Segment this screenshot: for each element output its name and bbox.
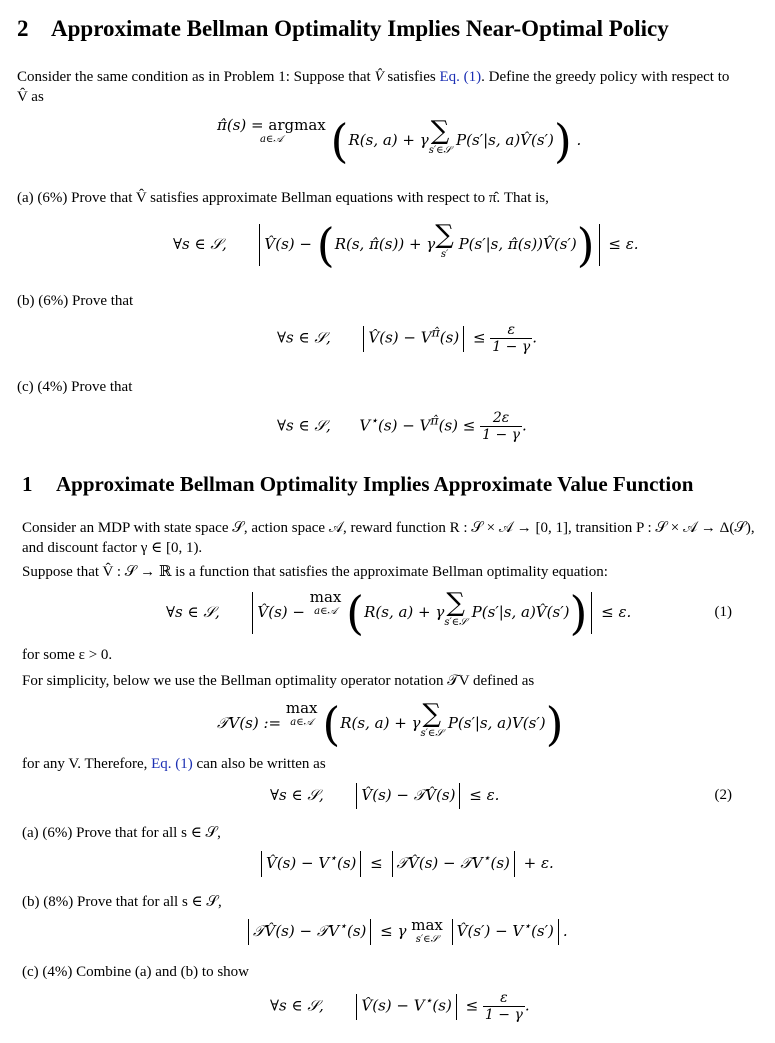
equation-2c: ∀s ∈ 𝒮, $V^⋆(s) - V^{\pî}(s)$ ≤ $\frac{2\varepsilon}{1 - \gamma}$ . — [277, 410, 527, 443]
equation-1c: ∀s ∈ 𝒮, V̂(s) − V⋆(s) ≤ $\frac{\varepsilon}{1 - \gamma}$ . — [270, 990, 530, 1023]
section-2-number: 2 — [17, 16, 29, 41]
section-1-para-3: for some ε > 0. — [22, 647, 113, 663]
equation-bellman-operator: 𝒯V(s) := max a∈𝒜 (R(s, a) + γ∑ s′∈𝒮 P(s′|s, a)V(s′)) — [217, 697, 564, 751]
eq-1-link-2[interactable]: Eq. (1) — [151, 756, 193, 772]
section-1-number: 1 — [22, 472, 33, 496]
equation-1: ∀s ∈ 𝒮, V̂(s) − max a∈𝒜 (R(s, a) + γ∑ s′∈𝒮 P(s′|s, a)V̂(s′)) ≤ ε. — [166, 586, 632, 640]
section-1-para-2: Suppose that V̂ : 𝒮 → ℝ is a function that satisfies the approximate Bellman optimality equation: — [22, 564, 608, 580]
section-1-para-1: Consider an MDP with state space 𝒮, action space 𝒜, reward function R : 𝒮 × 𝒜 → [0, 1], transition P : 𝒮 × 𝒜 → Δ(𝒮), and discount factor γ ∈ [0, 1). — [22, 520, 755, 556]
equation-greedy-policy: π̂(s) = argmax a∈𝒜 (R(s, a) + γ∑ s′∈𝒮 P(s′|s, a)V̂(s′)) . — [217, 114, 582, 168]
section-2-part-c-text: (c) (4%) Prove that — [17, 379, 133, 395]
section-1-para-4: For simplicity, below we use the Bellman optimality operator notation 𝒯V defined as — [22, 673, 535, 689]
equation-1b: 𝒯V̂(s) − 𝒯V⋆(s) ≤ γ max s′∈𝒮 V̂(s′) − V⋆(s′) . — [244, 918, 568, 945]
equation-2a: ∀s ∈ 𝒮, V̂(s) − (R(s, π̂(s)) + γ∑ s′ P(s′|s, π̂(s))V̂(s′)) ≤ ε. — [173, 218, 639, 272]
section-2-title — [17, 16, 669, 42]
section-1-title — [22, 472, 693, 497]
section-2-title-text: Approximate Bellman Optimality Implies Near-Optimal Policy — [51, 16, 669, 41]
eq-1-link[interactable]: Eq. (1) — [439, 69, 482, 85]
equation-1a: V̂(s) − V⋆(s) ≤ 𝒯V̂(s) − 𝒯V⋆(s) + ε. — [257, 850, 554, 877]
section-1-para-5: for any V. Therefore, Eq. (1) can also be written as — [22, 756, 326, 772]
equation-2-number: (2) — [714, 787, 732, 803]
section-1-title-text: Approximate Bellman Optimality Implies Approximate Value Function — [56, 472, 694, 496]
section-2-intro: Consider the same condition as in Problem 1: Suppose that V̂ satisfies Eq. (1). Define the greedy policy with respect to V̂ as — [17, 69, 730, 105]
section-2-part-b-text: (b) (6%) Prove that — [17, 293, 134, 309]
section-1-part-c-text: (c) (4%) Combine (a) and (b) to show — [22, 964, 250, 980]
equation-2b: ∀s ∈ 𝒮, V̂(s) − $V^{\pî}(s)$ ≤ $\frac{\varepsilon}{1 - \gamma}$ . — [277, 322, 537, 355]
section-2-part-a-text: (a) (6%) Prove that V̂ satisfies approximate Bellman equations with respect to π̂. That is, — [17, 190, 549, 206]
section-1-part-a-text: (a) (6%) Prove that for all s ∈ 𝒮, — [22, 825, 221, 841]
equation-1-number: (1) — [714, 604, 732, 620]
equation-2: ∀s ∈ 𝒮, V̂(s) − 𝒯V̂(s) ≤ ε. — [270, 783, 499, 809]
section-1-part-b-text: (b) (8%) Prove that for all s ∈ 𝒮, — [22, 894, 222, 910]
